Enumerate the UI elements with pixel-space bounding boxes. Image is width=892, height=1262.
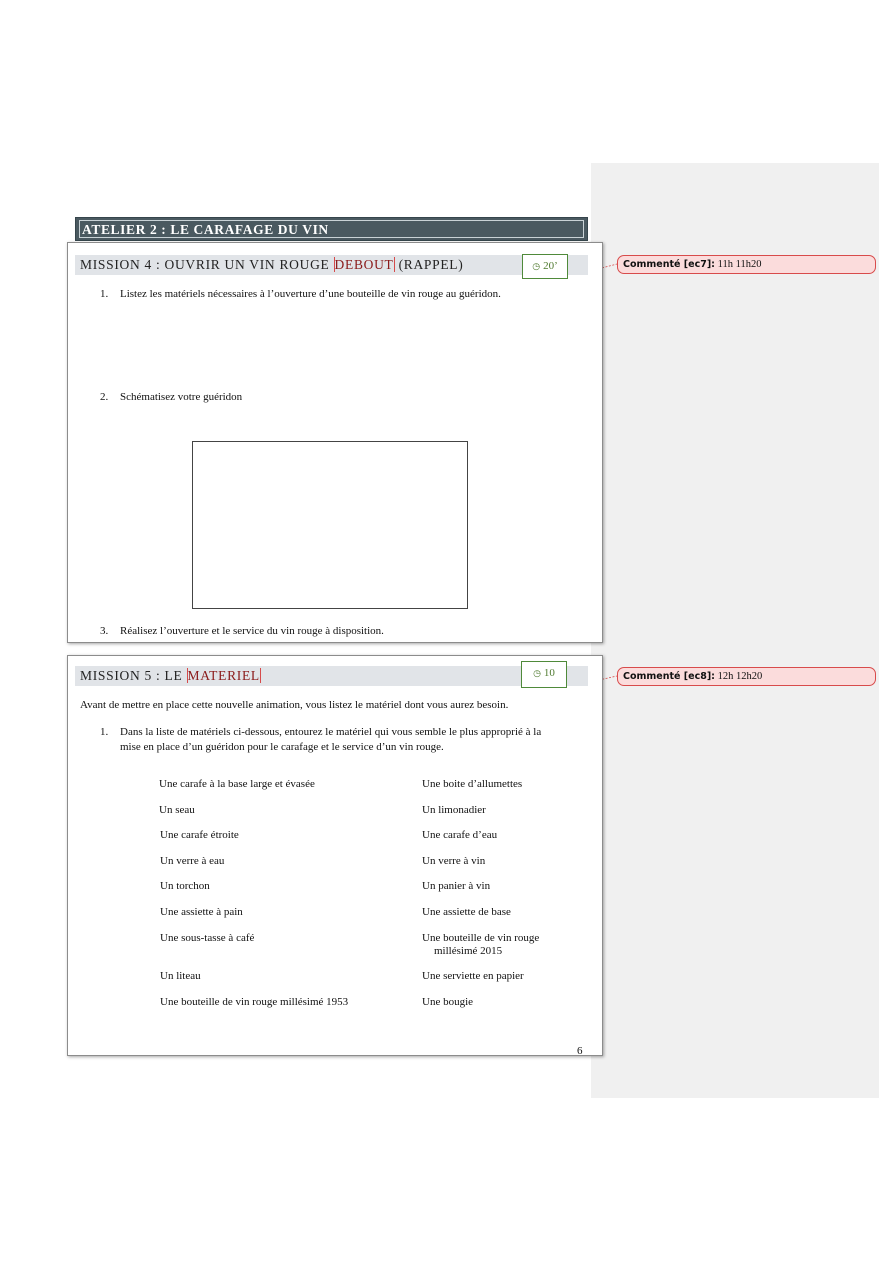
mission-5-title-bar [75,666,588,686]
mission-5-highlight[interactable]: MATERIEL [187,668,260,683]
mission-5-timer: ◷ 10 [521,661,567,688]
mission-5-title: MISSION 5 : LE MATERIEL [80,668,260,683]
mission-4-box: MISSION 4 : OUVRIR UN VIN ROUGE DEBOUT (RAPPEL) ◷ 20’ 1. Listez les matériels nécessaires à l’ouverture d’une bouteille de vin rouge au guéridon. 2. Schématisez votre guéridon 3. Réalisez l’ouverture et le service du vin rouge à disposition. [67,242,603,643]
mission-4-timer: ◷ 20’ [522,254,568,279]
clock-icon: ◷ [533,668,541,678]
comment-ec8[interactable]: Commenté [ec8]: 12h 12h20 [617,667,876,686]
right-item[interactable]: Une serviette en papier [422,970,524,982]
atelier-title: ATELIER 2 : LE CARAFAGE DU VIN [79,220,584,238]
comment-ec7[interactable]: Commenté [ec7]: 11h 11h20 [617,255,876,274]
right-item[interactable]: Un limonadier [422,804,486,816]
left-item[interactable]: Une carafe étroite [160,829,239,841]
right-item[interactable]: Une bouteille de vin rouge [422,932,540,944]
left-item[interactable]: Une sous-tasse à café [160,932,255,944]
atelier-header [75,217,588,241]
mission-5-intro: Avant de mettre en place cette nouvelle animation, vous listez le matériel dont vous aurez besoin. [80,699,509,711]
right-item[interactable]: Une boite d’allumettes [422,778,523,790]
right-item[interactable]: Une bougie [422,996,474,1008]
left-item[interactable]: Une assiette à pain [160,906,243,918]
right-item-continuation: millésimé 2015 [434,945,503,957]
right-item[interactable]: Un verre à vin [422,855,486,867]
mission-4-title-bar [75,255,588,275]
mission-5-box: MISSION 5 : LE MATERIEL ◷ 10 Avant de mettre en place cette nouvelle animation, vous listez le matériel dont vous aurez besoin. 1. Dans la liste de matériels ci-dessous, entourez le matériel qui vous semble le plus approprié à la mise en place d’un guéridon pour le carafage et le service d’un vin rouge. Une carafe à la base large et évasée Un seau Une carafe étroite Un verre à eau Un torchon Une assiette à pain Une sous-tasse à café Un liteau Une bouteille de vin rouge millésimé 1953 Une boite d’allumettes Un limonadier Une carafe d’eau Un verre à vin Un panier à vin Une assiette de base Une bouteille de vin rouge millésimé 2015 Une serviette en papier Une bougie 6 [67,655,603,1056]
right-item[interactable]: Une carafe d’eau [422,829,498,841]
left-item[interactable]: Un verre à eau [160,855,225,867]
left-item[interactable]: Une carafe à la base large et évasée [159,778,315,790]
clock-icon: ◷ [532,261,541,271]
mission-4-highlight[interactable]: DEBOUT [334,257,394,272]
left-item[interactable]: Un liteau [160,970,201,982]
mission-4-title: MISSION 4 : OUVRIR UN VIN ROUGE DEBOUT (RAPPEL) [80,257,464,272]
sketch-area[interactable] [192,441,468,609]
right-item[interactable]: Une assiette de base [422,906,511,918]
left-item[interactable]: Un seau [159,804,195,816]
left-item[interactable]: Un torchon [160,880,210,892]
right-item[interactable]: Un panier à vin [422,880,491,892]
left-item[interactable]: Une bouteille de vin rouge millésimé 1953 [160,996,349,1008]
page-number: 6 [577,1045,583,1057]
